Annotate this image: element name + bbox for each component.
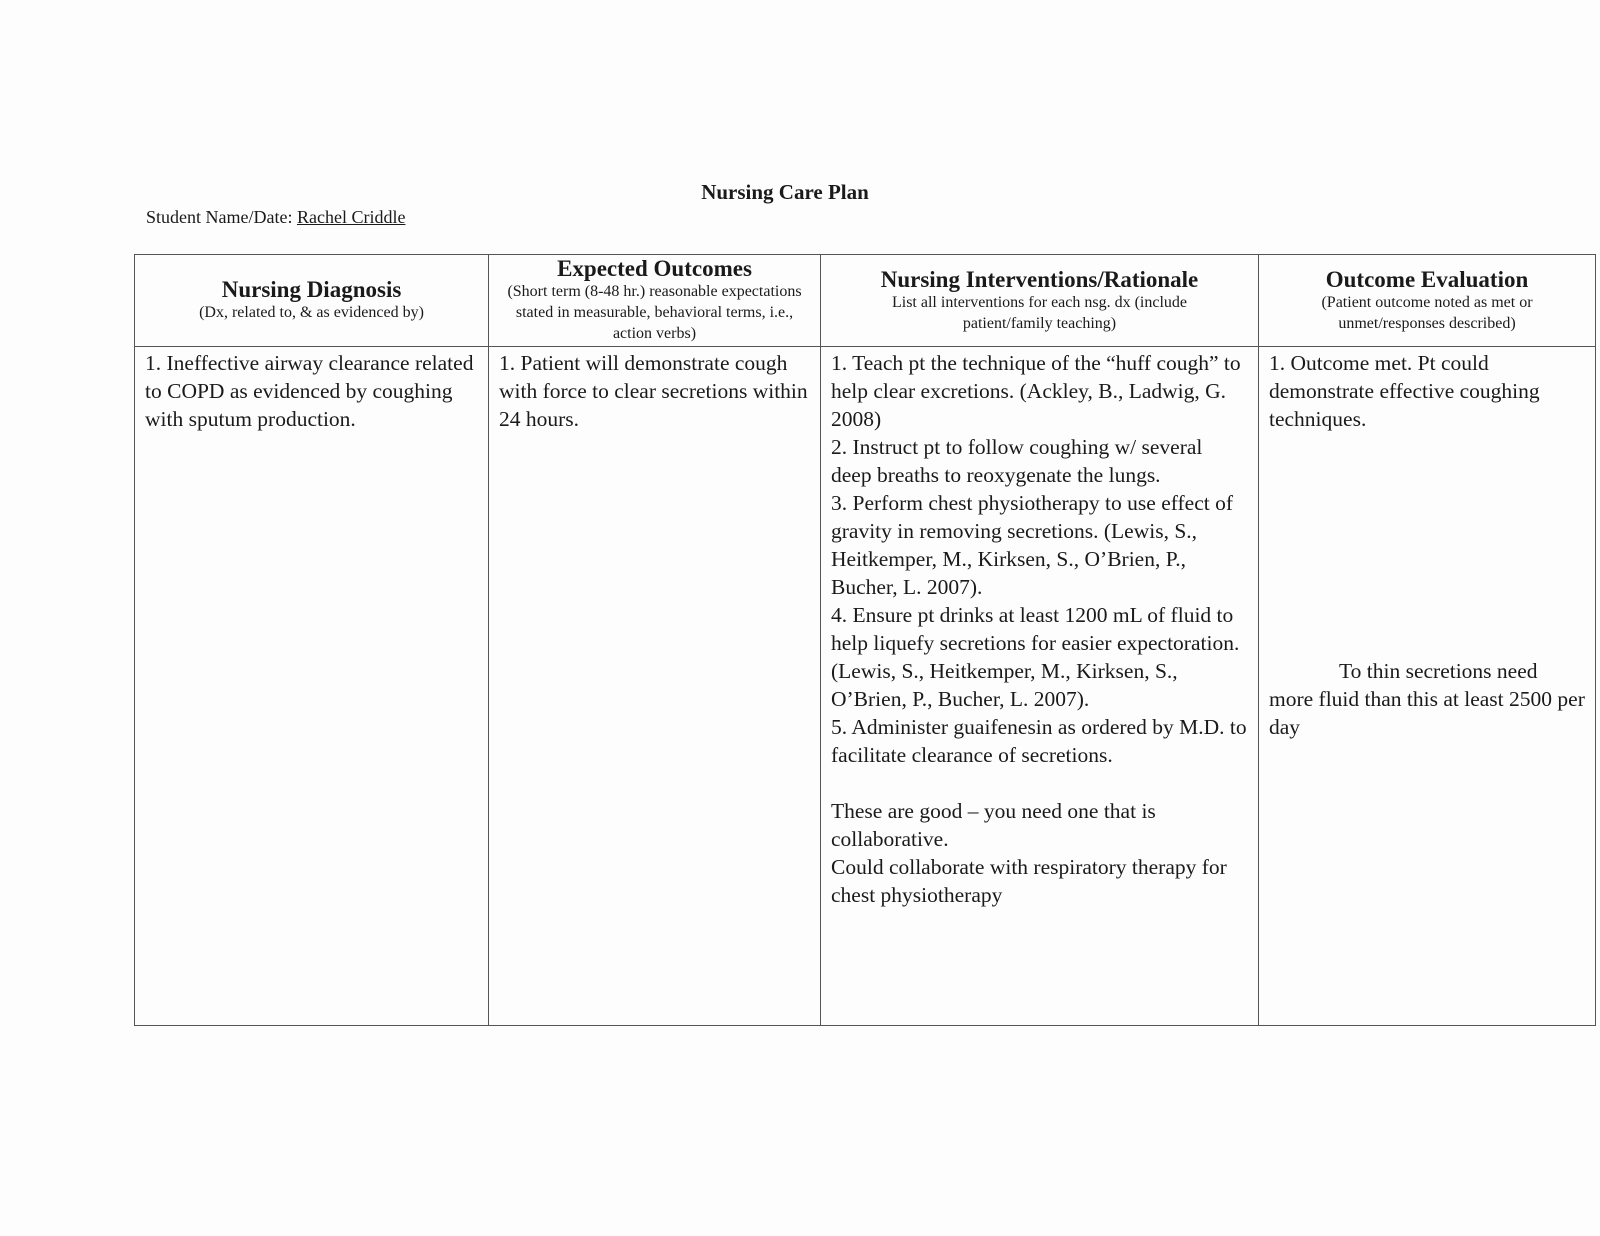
header-subtitle: (Patient outcome noted as met or unmet/responses described)	[1321, 293, 1533, 332]
evaluation-note-text: To thin secretions need more fluid than this at least 2500 per day	[1269, 659, 1585, 739]
instructor-comment: Could collaborate with respiratory therapy for chest physiotherapy	[831, 855, 1227, 907]
header-title: Nursing Interventions/Rationale	[880, 266, 1199, 292]
student-line	[146, 207, 405, 228]
evaluation-cell	[1259, 347, 1596, 1026]
header-subtitle: (Dx, related to, & as evidenced by)	[199, 304, 424, 321]
note-indent	[1269, 659, 1339, 683]
care-plan-table	[134, 254, 1596, 1026]
expected-outcome-cell	[489, 347, 821, 1026]
interventions-cell	[821, 347, 1259, 1026]
header-subtitle: (Short term (8-48 hr.) reasonable expectations stated in measurable, behavioral terms, i.e., action verbs)	[507, 283, 802, 342]
intervention-item: 1. Teach pt the technique of the “huff cough” to help clear excretions. (Ackley, B., Ladwig, G. 2008)	[831, 351, 1241, 431]
document-title: Nursing Care Plan	[701, 180, 869, 204]
header-nursing-interventions	[821, 255, 1259, 347]
intervention-item: 3. Perform chest physiotherapy to use effect of gravity in removing secretions. (Lewis, S., Heitkemper, M., Kirksen, S., O’Brien, P., Bucher, L. 2007).	[831, 491, 1234, 599]
intervention-item: 2. Instruct pt to follow coughing w/ several deep breaths to reoxygenate the lungs.	[831, 435, 1203, 487]
spacer	[831, 769, 1248, 797]
header-subtitle: List all interventions for each nsg. dx (include patient/family teaching)	[891, 293, 1188, 332]
header-nursing-diagnosis	[135, 255, 489, 347]
header-expected-outcomes	[489, 255, 821, 347]
student-name: Rachel Criddle	[296, 207, 406, 227]
header-title: Outcome Evaluation	[1325, 266, 1529, 292]
table-row	[135, 347, 1596, 1026]
header-title: Expected Outcomes	[557, 256, 752, 281]
header-title: Nursing Diagnosis	[221, 277, 402, 302]
intervention-item: 5. Administer guaifenesin as ordered by M.D. to facilitate clearance of secretions.	[831, 715, 1247, 767]
table-header-row	[135, 255, 1596, 347]
student-label: Student Name/Date:	[146, 207, 297, 227]
intervention-item: 4. Ensure pt drinks at least 1200 mL of fluid to help liquefy secretions for easier expectoration. (Lewis, S., Heitkemper, M., Kirksen, S., O’Brien, P., Bucher, L. 2007).	[831, 603, 1240, 711]
instructor-evaluation-note	[1269, 657, 1585, 741]
diagnosis-text: 1. Ineffective airway clearance related to COPD as evidenced by coughing with sputum production.	[145, 351, 474, 431]
instructor-comment: These are good – you need one that is collaborative.	[831, 799, 1156, 851]
diagnosis-cell	[135, 347, 489, 1026]
expected-outcome-text: 1. Patient will demonstrate cough with force to clear secretions within 24 hours.	[499, 351, 808, 431]
evaluation-text: 1. Outcome met. Pt could demonstrate effective coughing techniques.	[1269, 351, 1540, 431]
header-outcome-evaluation	[1259, 255, 1596, 347]
